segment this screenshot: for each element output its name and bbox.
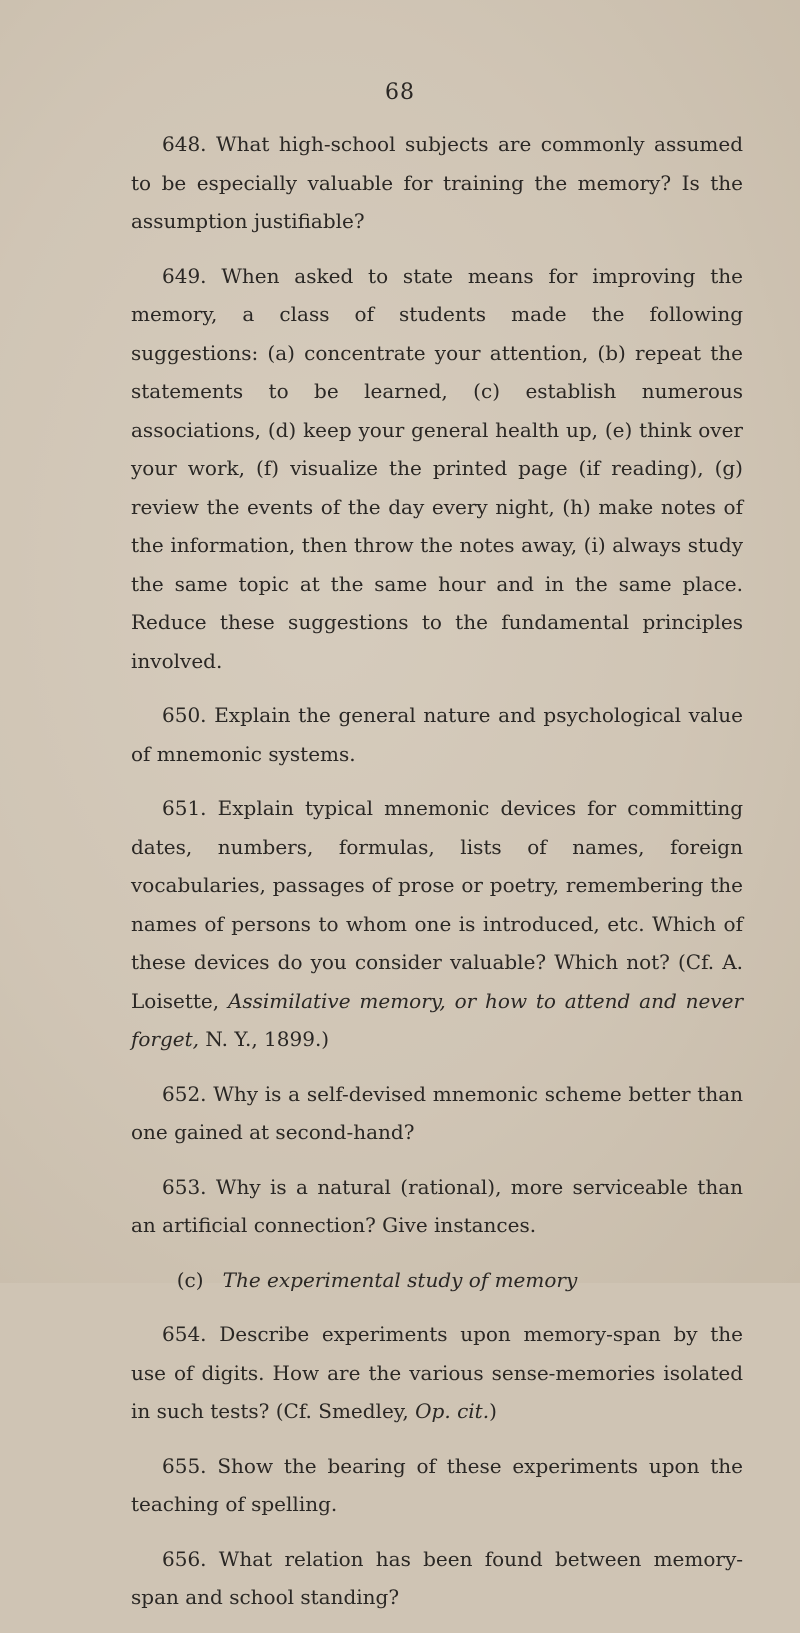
question-text: Explain the general nature and psychological value of mnemonic systems. — [131, 703, 744, 766]
question-text: Show the bearing of these experiments upon the teaching of spelling. — [131, 1453, 743, 1516]
cited-title: Op. cit. — [415, 1399, 490, 1423]
question-654 — [131, 1315, 743, 1431]
question-number: 648. — [162, 132, 207, 156]
question-number: 653. — [162, 1174, 207, 1199]
question-text: Describe experiments upon memory-span by the use of digits. How are the various sense-memories isolated in such tests? (Cf. Smedley, — [131, 1322, 744, 1423]
question-651 — [131, 789, 743, 1059]
question-text-end: ) — [489, 1399, 497, 1423]
page-body — [131, 125, 743, 1633]
question-text: When asked to state means for improving the memory, a class of students made the following suggestions: (a) concentrate your attention, (b) repeat the statements to be learned, (c) establish numerous associations, (d) keep your general health up, (e) think over your work, (f) visualize the printed page (if reading), (g) review the events of the day every night, (h) make notes of the information, then throw the notes away, (i) always study the same topic at the same hour and in the same place. Reduce these suggestions to the fundamental principles involved. — [131, 263, 743, 673]
question-number: 650. — [162, 703, 207, 727]
question-652 — [131, 1075, 743, 1152]
section-heading — [131, 1261, 743, 1300]
page-number: 68 — [385, 80, 415, 105]
question-656 — [131, 1540, 743, 1617]
question-number: 654. — [162, 1322, 207, 1346]
question-649 — [131, 257, 743, 681]
question-text: Why is a self-devised mnemonic scheme better than one gained at second-hand? — [131, 1081, 743, 1144]
section-label: (c) — [176, 1267, 204, 1292]
cited-title: Assimilative memory, or how to attend and never forget, — [131, 988, 744, 1051]
question-number: 649. — [162, 263, 207, 288]
question-text: What relation has been found between memory-span and school standing? — [131, 1546, 743, 1609]
question-648 — [131, 125, 743, 241]
question-text: Why is a natural (rational), more serviceable than an artificial connection? Give instances. — [131, 1174, 743, 1237]
question-number: 651. — [162, 796, 207, 820]
question-number: 655. — [162, 1453, 207, 1478]
question-655 — [131, 1447, 743, 1524]
section-title: The experimental study of memory — [222, 1267, 578, 1292]
question-text: What high-school subjects are commonly assumed to be especially valuable for training the memory? Is the assumption justifiable? — [131, 132, 743, 233]
question-653 — [131, 1168, 743, 1245]
question-650 — [131, 696, 743, 773]
question-text-end: N. Y., 1899.) — [205, 1027, 330, 1051]
question-number: 652. — [162, 1081, 207, 1106]
question-text: Explain typical mnemonic devices for committing dates, numbers, formulas, lists of names, foreign vocabularies, passages of prose or poetry, remembering the names of persons to whom one is introduced, etc. Which of these devices do you consider valuable? Which not? (Cf. A. Loisette, — [131, 796, 744, 1013]
question-number: 656. — [162, 1546, 207, 1571]
